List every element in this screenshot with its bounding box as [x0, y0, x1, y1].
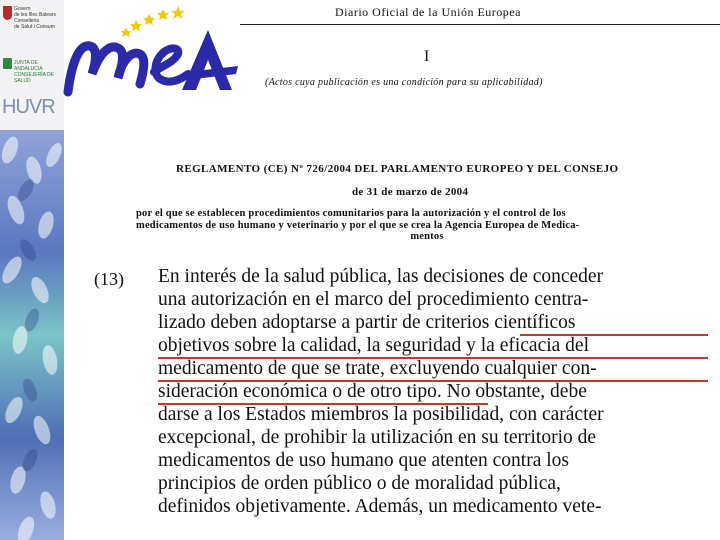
highlight-underline	[520, 334, 708, 336]
logo-line: de Salut i Consum	[14, 24, 55, 30]
highlight-underline	[158, 403, 488, 405]
paragraph-line: excepcional, de prohibir la utilización en su territorio de	[158, 427, 597, 448]
paragraph-line: sideración económica o de otro tipo. No obstante, debe	[158, 381, 587, 402]
paragraph-line: lizado deben adoptarse a partir de criterios científicos	[158, 312, 576, 333]
section-number: I	[424, 48, 430, 65]
section-note: (Actos cuya publicación es una condición para su aplicabilidad)	[265, 77, 543, 88]
highlight-underline	[158, 380, 708, 382]
paragraph-line: una autorización en el marco del procedimiento centra-	[158, 289, 589, 310]
subject-line: medicamentos de uso humano y veterinario y por el que se crea la Agencia Europea de Medica-	[136, 219, 580, 231]
andalucia-logo-text	[14, 60, 64, 84]
paragraph-line: principios de orden público o de moralidad pública,	[158, 473, 561, 494]
sidebar	[0, 0, 64, 540]
regulation-subject	[136, 208, 718, 243]
regulation-title: REGLAMENTO (CE) Nº 726/2004 DEL PARLAMENTO EUROPEO Y DEL CONSEJO	[176, 163, 619, 175]
paragraph-line: objetivos sobre la calidad, la seguridad y la eficacia del	[158, 335, 589, 356]
highlight-underline	[158, 357, 708, 359]
mea-logo	[62, 0, 242, 100]
paragraph-line: medicamentos de uso humano que atenten contra los	[158, 450, 570, 471]
regulation-date: de 31 de marzo de 2004	[352, 186, 469, 198]
paragraph-line: En interés de la salud pública, las decisiones de conceder	[158, 266, 604, 287]
institution-logos	[0, 0, 64, 130]
paragraph-line: medicamento de que se trate, excluyendo cualquier con-	[158, 358, 597, 379]
logo-line: CONSEJERÍA DE SALUD	[14, 72, 55, 84]
paragraph-number: (13)	[94, 269, 124, 289]
paragraph-text	[158, 265, 708, 518]
andalucia-emblem-icon	[3, 58, 12, 69]
pills-photo	[0, 130, 64, 540]
logo-line: JUNTA DE ANDALUCIA	[14, 60, 43, 72]
logo-line: Govern	[14, 6, 31, 12]
subject-line: por el que se establecen procedimientos comunitarios para la autorización y el control de los	[136, 208, 566, 219]
paragraph-line: darse a los Estados miembros la posibilidad, con carácter	[158, 404, 604, 425]
paragraph-line: definidos objetivamente. Además, un medicamento vete-	[158, 496, 602, 517]
balears-crest-icon	[3, 6, 12, 20]
star-icon	[121, 6, 185, 37]
logo-line: Conselleria	[14, 18, 40, 24]
subject-line: mentos	[410, 231, 444, 242]
logo-line: de les Illes Balears	[14, 12, 56, 18]
hospital-logo: HUVR	[2, 96, 55, 118]
balears-logo-text	[14, 6, 56, 30]
journal-title: Diario Oficial de la Unión Europea	[335, 5, 521, 19]
header-divider	[240, 24, 720, 25]
